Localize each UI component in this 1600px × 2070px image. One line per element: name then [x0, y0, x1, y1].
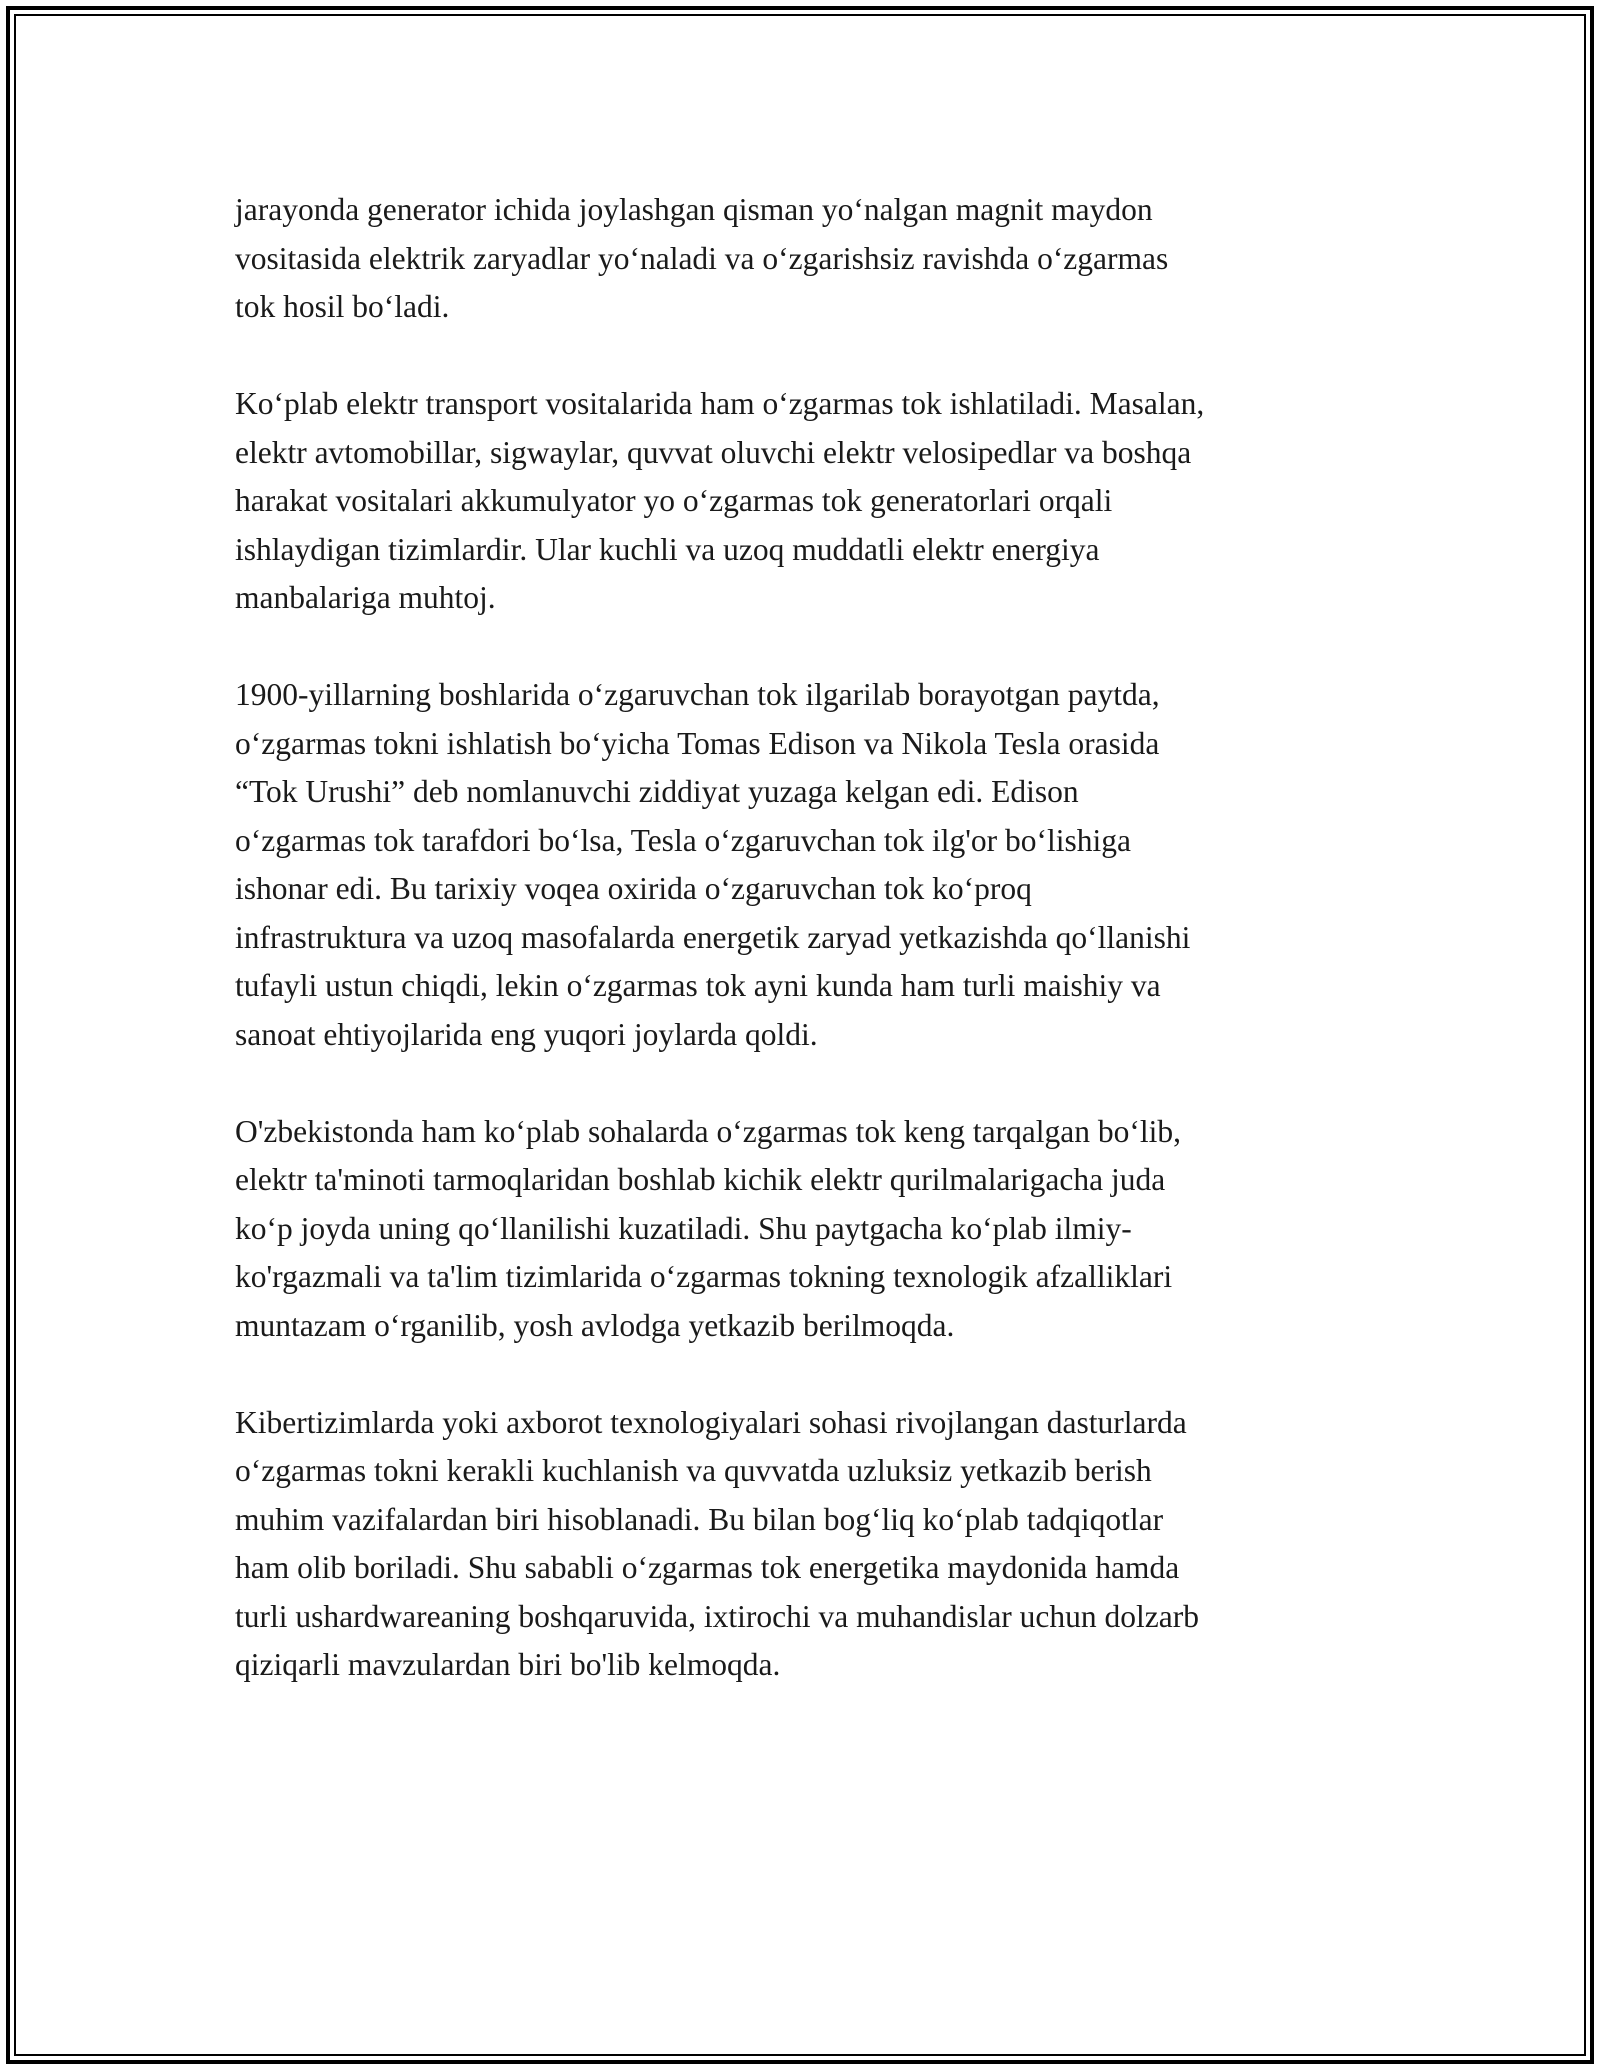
- text-line: o‘zgarmas tok tarafdori bo‘lsa, Tesla o‘zgaruvchan tok ilg'or bo‘lishiga: [235, 822, 1131, 858]
- text-line: harakat vositalari akkumulyator yo o‘zgarmas tok generatorlari orqali: [235, 483, 1113, 518]
- text-line: turli ushardwareaning boshqaruvida, ixtirochi va muhandislar uchun dolzarb: [235, 1598, 1199, 1634]
- text-line: ko‘p joyda uning qo‘llanilishi kuzatiladi. Shu paytgacha ko‘plab ilmiy-: [235, 1210, 1132, 1246]
- text-line: elektr ta'minoti tarmoqlaridan boshlab kichik elektr qurilmalarigacha juda: [235, 1162, 1166, 1197]
- text-line: tok hosil bo‘ladi.: [235, 289, 450, 324]
- paragraph-5: [235, 1399, 1375, 1690]
- text-line: qiziqarli mavzulardan biri bo'lib kelmoqda.: [235, 1647, 781, 1682]
- text-line: muhim vazifalardan biri hisoblanadi. Bu bilan bog‘liq ko‘plab tadqiqotlar: [235, 1501, 1164, 1537]
- paragraph-2: [235, 380, 1375, 623]
- text-line: jarayonda generator ichida joylashgan qisman yo‘nalgan magnit maydon: [235, 192, 1153, 227]
- text-line: ko'rgazmali va ta'lim tizimlarida o‘zgarmas tokning texnologik afzalliklari: [235, 1259, 1173, 1294]
- text-line: ishonar edi. Bu tarixiy voqea oxirida o‘zgaruvchan tok ko‘proq: [235, 871, 1032, 906]
- text-line: o‘zgarmas tokni ishlatish bo‘yicha Tomas Edison va Nikola Tesla orasida: [235, 725, 1160, 761]
- paragraph-1: [235, 186, 1375, 332]
- text-line: elektr avtomobillar, sigwaylar, quvvat oluvchi elektr velosipedlar va boshqa: [235, 434, 1192, 470]
- text-line: ishlaydigan tizimlardir. Ular kuchli va uzoq muddatli elektr energiya: [235, 531, 1100, 567]
- text-line: 1900-yillarning boshlarida o‘zgaruvchan tok ilgarilab borayotgan paytda,: [235, 677, 1160, 712]
- text-line: muntazam o‘rganilib, yosh avlodga yetkazib berilmoqda.: [235, 1307, 955, 1343]
- text-line: Ko‘plab elektr transport vositalarida ham o‘zgarmas tok ishlatiladi. Masalan,: [235, 386, 1205, 421]
- text-line: manbalariga muhtoj.: [235, 580, 496, 615]
- text-line: “Tok Urushi” deb nomlanuvchi ziddiyat yuzaga kelgan edi. Edison: [235, 774, 1079, 809]
- text-line: o‘zgarmas tokni kerakli kuchlanish va quvvatda uzluksiz yetkazib berish: [235, 1453, 1152, 1488]
- paragraph-3: [235, 671, 1375, 1059]
- text-line: tufayli ustun chiqdi, lekin o‘zgarmas tok ayni kunda ham turli maishiy va: [235, 968, 1161, 1003]
- text-line: vositasida elektrik zaryadlar yo‘naladi va o‘zgarishsiz ravishda o‘zgarmas: [235, 240, 1169, 276]
- text-line: ham olib boriladi. Shu sababli o‘zgarmas tok energetika maydonida hamda: [235, 1550, 1180, 1585]
- text-line: O'zbekistonda ham ko‘plab sohalarda o‘zgarmas tok keng tarqalgan bo‘lib,: [235, 1113, 1181, 1149]
- text-line: Kibertizimlarda yoki axborot texnologiyalari sohasi rivojlangan dasturlarda: [235, 1404, 1187, 1440]
- paragraph-4: [235, 1108, 1375, 1351]
- document-body: [235, 186, 1375, 1738]
- text-line: infrastruktura va uzoq masofalarda energetik zaryad yetkazishda qo‘llanishi: [235, 919, 1191, 955]
- text-line: sanoat ehtiyojlarida eng yuqori joylarda qoldi.: [235, 1016, 818, 1052]
